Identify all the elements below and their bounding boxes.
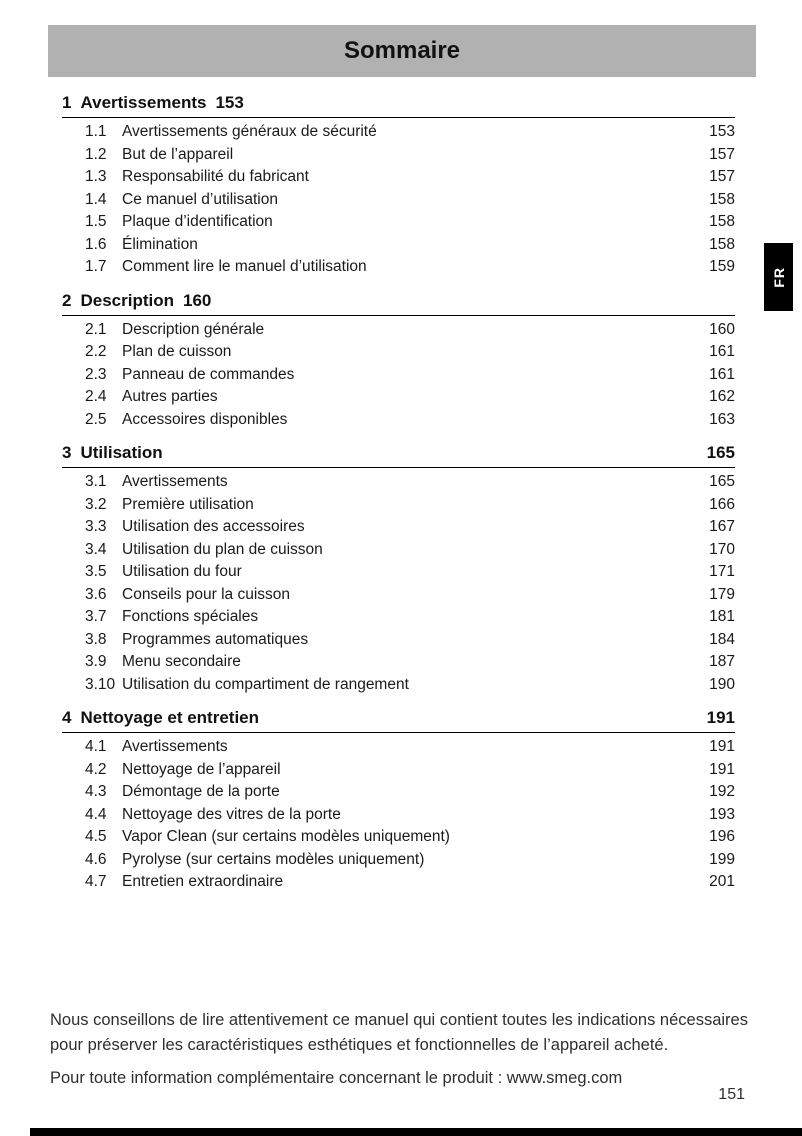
toc-item-number: 1.2	[85, 145, 107, 163]
toc-item-number: 1.4	[85, 190, 107, 208]
toc-item-number: 2.3	[85, 365, 107, 383]
toc-section-page: 153	[215, 93, 244, 112]
toc-item-page: 158	[709, 213, 735, 230]
toc-section-items	[62, 316, 735, 432]
toc-item-page: 167	[709, 518, 735, 535]
toc-item	[85, 144, 735, 167]
toc-item-page: 187	[709, 653, 735, 670]
toc-item-page: 181	[709, 608, 735, 625]
toc-item-page: 171	[709, 563, 735, 580]
footer-notes	[50, 1008, 756, 1091]
toc-item-page: 157	[709, 168, 735, 185]
toc-item	[85, 651, 735, 674]
toc-item-number: 4.7	[85, 873, 107, 890]
table-of-contents	[62, 93, 735, 894]
page-title: Sommaire	[48, 25, 756, 77]
toc-item	[85, 386, 735, 409]
toc-section-items	[62, 118, 735, 279]
toc-item	[85, 494, 735, 517]
toc-item-number: 4.5	[85, 828, 107, 845]
toc-section-number: 3	[62, 443, 72, 462]
toc-item-number: 1.7	[85, 258, 107, 275]
footer-note-1: Nous conseillons de lire attentivement ce manuel qui contient toutes les indications nécessaires pour préserver les caractéristiques esthétiques et fonctionnelles de l’appareil acheté.	[50, 1011, 748, 1054]
toc-item	[85, 849, 735, 872]
toc-item-title: Ce manuel d’utilisation	[122, 190, 278, 208]
toc-item	[85, 561, 735, 584]
footer-note-2: Pour toute information complémentaire concernant le produit : www.smeg.com	[50, 1069, 623, 1087]
toc-item-title: Comment lire le manuel d’utilisation	[122, 258, 367, 275]
toc-item-page: 158	[709, 190, 735, 208]
page-number: 151	[718, 1086, 745, 1103]
toc-item-title: Description générale	[122, 320, 265, 338]
toc-item-number: 1.5	[85, 213, 107, 230]
toc-item	[85, 166, 735, 189]
toc-section-page: 191	[706, 708, 735, 727]
toc-item-number: 3.10	[85, 675, 116, 693]
toc-item-title: Panneau de commandes	[122, 365, 295, 383]
toc-item-title: Accessoires disponibles	[122, 410, 288, 428]
toc-item-page: 158	[709, 235, 735, 253]
toc-item-page: 201	[709, 873, 735, 890]
toc-item	[85, 606, 735, 629]
toc-item-number: 3.6	[85, 585, 107, 603]
toc-item-number: 3.5	[85, 563, 107, 580]
toc-item-title: Pyrolyse (sur certains modèles uniquement)	[122, 850, 425, 868]
toc-item-title: Nettoyage de l’appareil	[122, 760, 281, 778]
toc-item	[85, 629, 735, 652]
toc-item	[85, 584, 735, 607]
bottom-bar	[30, 1128, 802, 1136]
toc-item-number: 4.2	[85, 760, 107, 778]
toc-item	[85, 471, 735, 494]
toc-item	[85, 409, 735, 432]
toc-item-page: 191	[709, 738, 735, 755]
toc-item-title: Conseils pour la cuisson	[122, 585, 291, 603]
toc-item	[85, 189, 735, 212]
toc-item-title: Utilisation du plan de cuisson	[122, 540, 323, 558]
toc-item-page: 162	[709, 388, 735, 405]
toc-item-page: 191	[709, 760, 735, 778]
toc-item-title: Menu secondaire	[122, 653, 241, 670]
toc-item-page: 166	[709, 495, 735, 513]
toc-item	[85, 804, 735, 827]
toc-item	[85, 211, 735, 234]
toc-item	[85, 516, 735, 539]
language-tab	[764, 243, 793, 311]
toc-item	[85, 674, 735, 697]
toc-item-page: 160	[709, 320, 735, 338]
toc-item-page: 153	[709, 123, 735, 140]
toc-item-page: 157	[709, 145, 735, 163]
toc-item-number: 4.4	[85, 805, 107, 823]
toc-item-number: 1.1	[85, 123, 107, 140]
toc-section-items	[62, 733, 735, 894]
toc-item-title: Plaque d’identification	[122, 213, 273, 230]
language-tab-label: FR	[770, 266, 787, 288]
toc-item-title: Autres parties	[122, 388, 218, 405]
toc-item-number: 3.9	[85, 653, 107, 670]
toc-item-title: Vapor Clean (sur certains modèles uniquement)	[122, 828, 450, 845]
toc-item-number: 3.7	[85, 608, 107, 625]
toc-item	[85, 826, 735, 849]
toc-item	[85, 319, 735, 342]
toc-item-number: 3.8	[85, 630, 107, 648]
toc-section-title: Description	[80, 290, 174, 310]
toc-item-number: 4.6	[85, 850, 107, 868]
toc-item-page: 165	[709, 473, 735, 490]
toc-item-page: 163	[709, 410, 735, 428]
toc-item-title: Plan de cuisson	[122, 343, 232, 360]
toc-section-number: 2	[62, 290, 72, 310]
toc-item-number: 2.2	[85, 343, 107, 360]
toc-item-title: Avertissements	[122, 473, 228, 490]
toc-item-title: Programmes automatiques	[122, 630, 309, 648]
toc-item-title: Nettoyage des vitres de la porte	[122, 805, 341, 823]
toc-item-page: 196	[709, 828, 735, 845]
toc-item-number: 1.6	[85, 235, 107, 253]
toc-item-title: Avertissements généraux de sécurité	[122, 123, 377, 140]
toc-item-title: Responsabilité du fabricant	[122, 168, 309, 185]
toc-item	[85, 121, 735, 144]
toc-item-title: Entretien extraordinaire	[122, 873, 284, 890]
toc-item-title: But de l’appareil	[122, 145, 234, 163]
toc-item-number: 2.1	[85, 320, 107, 338]
toc-item-title: Fonctions spéciales	[122, 608, 259, 625]
toc-item-page: 159	[709, 258, 735, 275]
toc-item	[85, 256, 735, 279]
toc-item-page: 199	[709, 850, 735, 868]
toc-item-title: Démontage de la porte	[122, 783, 280, 800]
toc-item-page: 179	[709, 585, 735, 603]
toc-item	[85, 871, 735, 894]
toc-item-page: 170	[709, 540, 735, 558]
toc-item-title: Utilisation du four	[122, 563, 242, 580]
toc-item-page: 190	[709, 675, 735, 693]
toc-item	[85, 736, 735, 759]
toc-section-number: 1	[62, 93, 72, 112]
toc-item-title: Élimination	[122, 235, 198, 253]
toc-item-number: 2.5	[85, 410, 107, 428]
toc-item	[85, 539, 735, 562]
toc-section-title: Nettoyage et entretien	[80, 708, 260, 727]
toc-item-number: 3.3	[85, 518, 107, 535]
toc-item-number: 3.2	[85, 495, 107, 513]
toc-item-page: 161	[709, 365, 735, 383]
toc-section-title: Utilisation	[80, 443, 163, 462]
toc-section-number: 4	[62, 708, 72, 727]
toc-section-items	[62, 468, 735, 696]
toc-item-title: Avertissements	[122, 738, 228, 755]
toc-item-page: 161	[709, 343, 735, 360]
toc-section-page: 160	[183, 290, 212, 310]
toc-section-heading	[62, 708, 735, 733]
toc-item	[85, 341, 735, 364]
toc-item-title: Utilisation du compartiment de rangement	[122, 675, 409, 693]
toc-section-heading	[62, 291, 735, 316]
toc-item-number: 3.4	[85, 540, 107, 558]
toc-item-page: 193	[709, 805, 735, 823]
toc-item-number: 4.1	[85, 738, 107, 755]
toc-item-number: 4.3	[85, 783, 107, 800]
toc-item	[85, 364, 735, 387]
toc-item-number: 1.3	[85, 168, 107, 185]
toc-item-title: Première utilisation	[122, 495, 254, 513]
toc-item	[85, 781, 735, 804]
toc-item-page: 184	[709, 630, 735, 648]
toc-section-page: 165	[706, 443, 735, 462]
toc-item-number: 2.4	[85, 388, 107, 405]
toc-item-page: 192	[709, 783, 735, 800]
toc-item-number: 3.1	[85, 473, 107, 490]
toc-item	[85, 234, 735, 257]
toc-item-title: Utilisation des accessoires	[122, 518, 305, 535]
toc-section-heading	[62, 93, 735, 118]
toc-section-heading	[62, 443, 735, 468]
toc-item	[85, 759, 735, 782]
toc-section-title: Avertissements	[80, 93, 207, 112]
